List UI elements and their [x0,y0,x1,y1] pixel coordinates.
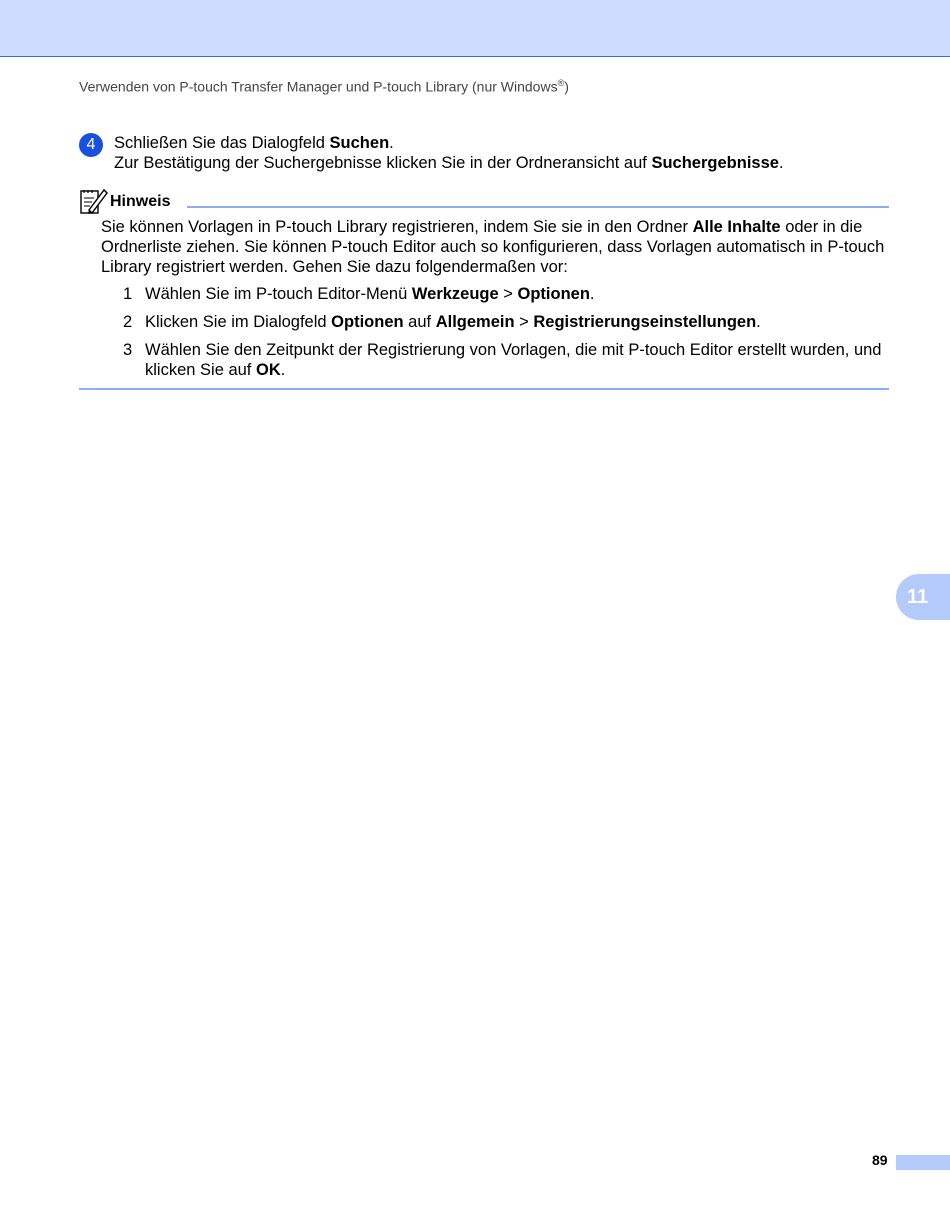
header-band [0,0,950,57]
list-item [101,284,889,304]
step-line1-text: Schließen Sie das Dialogfeld [114,134,330,152]
list-item-text: Klicken Sie im Dialogfeld [145,313,332,331]
list-item-bold: OK [255,361,281,379]
note-header [79,186,889,216]
list-item [101,340,889,380]
note-body [101,217,889,380]
list-item-bold: Optionen [517,285,590,303]
note-title: Hinweis [110,193,171,210]
step-line1-end: . [389,134,394,152]
list-item-bold: Allgemein [435,313,515,331]
step-4 [79,133,879,173]
step-text [114,133,879,173]
note-rule-top [187,206,889,208]
running-title-end: ) [564,78,569,95]
list-item-text: > [498,285,518,303]
step-line1-bold: Suchen [329,134,390,152]
step-line-2 [114,153,879,173]
step-line-1 [114,133,879,153]
chapter-tab: 11 [896,574,950,620]
list-item-number: 2 [123,313,133,331]
note-para-bold: Alle Inhalte [692,218,781,236]
page-footer-bar [896,1155,950,1170]
list-item-text: > [514,313,534,331]
list-item-number: 1 [123,285,133,303]
pencil-note-icon [79,186,109,221]
list-item-bold: Werkzeuge [411,285,499,303]
running-title: Verwenden von P-touch Transfer Manager und P-touch Library (nur Windows [79,78,558,95]
list-item-text: . [756,313,761,331]
list-item-text: Wählen Sie den Zeitpunkt der Registrierung von Vorlagen, die mit P-touch Editor erstellt wurden, und klicken Sie auf [145,341,882,379]
step-line2-bold: Suchergebnisse [651,154,779,172]
running-header [79,78,569,95]
note-para-text: Sie können Vorlagen in P-touch Library registrieren, indem Sie sie in den Ordner [101,218,693,236]
list-item-text: . [280,361,286,379]
note-para-end: oder in die Ordnerliste ziehen. Sie können P-touch Editor auch so konfigurieren, dass Vorlagen automatisch in P-touch Library registriert werden. Gehen Sie dazu folgendermaßen vor: [101,218,885,276]
step-line2-text: Zur Bestätigung der Suchergebnisse klicken Sie in der Ordneransicht auf [114,154,652,172]
note-steps-list [101,284,889,380]
step-line2-end: . [778,154,784,172]
list-item-bold: Registrierungseinstellungen [533,313,757,331]
registered-mark: ® [557,78,565,88]
list-item-text: . [589,285,595,303]
note-rule-bottom [79,388,889,390]
page-number: 89 [872,1152,888,1168]
note-paragraph [101,217,889,277]
list-item-text: Wählen Sie im P-touch Editor-Menü [145,285,412,303]
list-item-text: auf [403,313,436,331]
step-number-badge: 4 [79,133,103,157]
list-item-number: 3 [123,341,133,359]
list-item-bold: Optionen [331,313,404,331]
list-item [101,312,889,332]
note-box [79,186,889,390]
